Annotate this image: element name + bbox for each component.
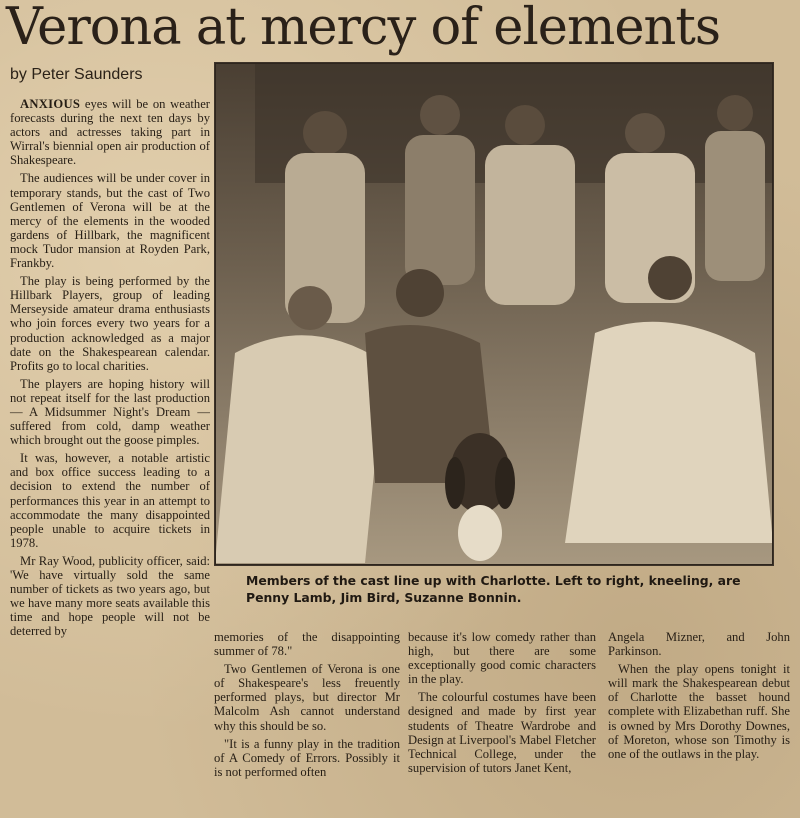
- paragraph: memories of the disappointing summer of 78.": [214, 630, 400, 659]
- cast-photo: [214, 62, 774, 566]
- paragraph: [10, 97, 210, 167]
- paragraph: The audiences will be under cover in temporary stands, but the cast of Two Gentlemen of Verona will be at the mercy of the elements in the wooded gardens of Hillbark, the magnificent mock Tudor mansion at Royden Park, Frankby.: [10, 171, 210, 271]
- article-column-1: [10, 97, 210, 642]
- article-column-3: [408, 630, 596, 779]
- paragraph: The players are hoping history will not repeat itself for the last production — A Midsummer Night's Dream — suffered from cold, damp weather which brought out the goose pimples.: [10, 376, 210, 448]
- paragraph: Two Gentlemen of Verona is one of Shakespeare's less freuently performed plays, but director Mr Malcolm Ash cannot understand why this should be so.: [214, 662, 400, 733]
- paragraph: The colourful costumes have been designed and made by first year students of Theatre Wardrobe and Design at Liverpool's Mabel Fletcher Technical College, under the supervision of tutors Janet Kent,: [408, 690, 596, 775]
- lead-word: ANXIOUS: [20, 97, 81, 111]
- paragraph: Angela Mizner, and John Parkinson.: [608, 630, 790, 659]
- paragraph: Mr Ray Wood, publicity officer, said: 'We have virtually sold the same number of tickets as two years ago, but we have many more seats available this time and hope people will not be deterred by: [10, 553, 210, 639]
- article-column-2: [214, 630, 400, 783]
- paragraph: The play is being performed by the Hillbark Players, group of leading Merseyside amateur drama enthusiasts who join forces every two years for a production acknowledged as a major date on the Shakespearean calendar. Profits go to local charities.: [10, 274, 210, 373]
- paragraph-text: eyes will be on weather forecasts during the next ten days by actors and actresses taking part in Wirral's biennial open air production of Shakespeare.: [10, 97, 210, 168]
- paragraph: because it's low comedy rather than high, but there are some exceptionally good comic characters in the play.: [408, 630, 596, 687]
- byline: by Peter Saunders: [10, 66, 143, 83]
- cast-photo-illustration: [215, 63, 773, 565]
- paragraph: It was, however, a notable artistic and box office success leading to a decision to extend the number of performances this year in an attempt to accommodate the many disappointed people unable to acquire tickets in 1978.: [10, 451, 210, 550]
- photo-caption: Members of the cast line up with Charlotte. Left to right, kneeling, are Penny Lamb, Jim Bird, Suzanne Bonnin.: [246, 573, 741, 605]
- paragraph: When the play opens tonight it will mark the Shakespearean debut of Charlotte the basset hound complete with Elizabethan ruff. She is owned by Mrs Dorothy Downes, of Moreton, whose son Timothy is one of the outlaws in the play.: [608, 662, 790, 761]
- basset-hound: [445, 433, 515, 561]
- article-column-4: [608, 630, 790, 765]
- headline: Verona at mercy of elements: [6, 0, 721, 57]
- paragraph: "It is a funny play in the tradition of A Comedy of Errors. Possibly it is not performed often: [214, 736, 400, 779]
